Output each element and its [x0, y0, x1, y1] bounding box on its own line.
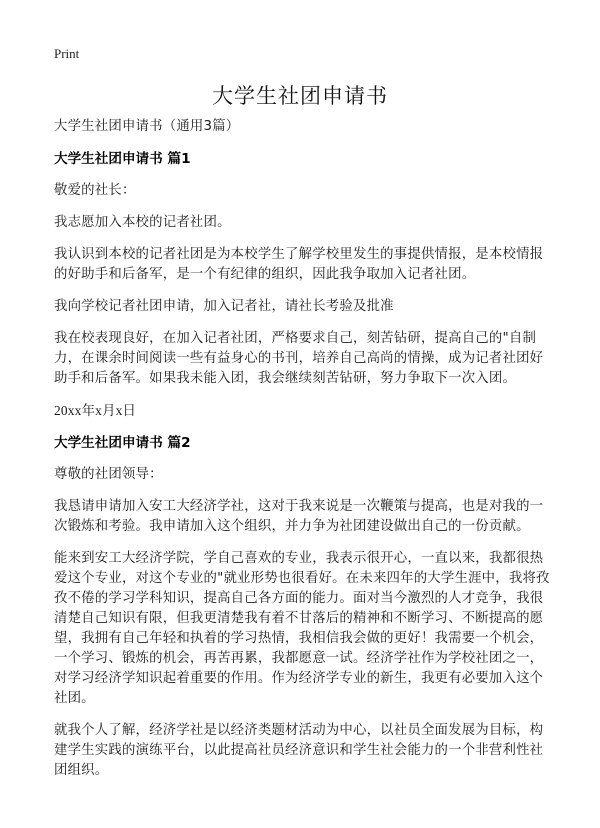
salutation: 敬爱的社长： — [54, 183, 136, 198]
section-heading: 大学生社团申请书 篇2 — [54, 435, 191, 451]
date-line: 20xx年x月x日 — [54, 403, 137, 418]
print-label[interactable]: Print — [54, 46, 80, 61]
document-subtitle: 大学生社团申请书（通用3篇） — [54, 119, 240, 134]
document-body — [54, 117, 550, 793]
document-title: 大学生社团申请书 — [212, 84, 388, 108]
paragraph: 我在校表现良好，在加入记者社团，严格要求自己，刻苦钻研，提高自己的"自制力，在课余时间阅读一些有益身心的书刊，培养自己高尚的情操，成为记者社团好助手和后备军。如果我未能入团，我会继续刻苦钻研，努力争取下一次入团。 — [54, 331, 544, 386]
paragraph: 能来到安工大经济学院，学自己喜欢的专业，我表示很开心，一直以来，我都很热爱这个专业，对这个专业的"就业形势也很看好。在未来四年的大学生涯中，我将孜孜不倦的学习学科知识，提高自己各方面的能力。面对当今激烈的人才竞争，我很清楚自己知识有限，但我更清楚我有着不甘落后的精神和不断学习、不断提高的愿望，我拥有自己年轻和执着的学习热情，我相信我会做的更好！我需要一个机会，一个学习、锻炼的机会，再苦再累，我都愿意一试。经济学社作为学校社团之一，对学习经济学知识起着重要的作用。作为经济学专业的新生，我更有必要加入这个社团。 — [54, 551, 550, 706]
paragraph: 就我个人了解，经济学社是以经济类题材活动为中心，以社员全面发展为目标，构建学生实践的演练平台，以此提高社员经济意识和学生社会能力的一个非营利性社团组织。 — [54, 723, 544, 778]
paragraph: 我恳请申请加入安工大经济学社，这对于我来说是一次鞭策与提高，也是对我的一次锻炼和考验。我申请加入这个组织，并力争为社团建设做出自己的一份贡献。 — [54, 499, 544, 534]
paragraph: 我向学校记者社团申请，加入记者社，请社长考验及批准 — [54, 299, 394, 314]
salutation: 尊敬的社团领导： — [54, 467, 163, 482]
section-heading: 大学生社团申请书 篇1 — [54, 151, 191, 167]
paragraph: 我志愿加入本校的记者社团。 — [54, 215, 231, 230]
paragraph: 我认识到本校的记者社团是为本校学生了解学校里发生的事提供情报，是本校情报的好助手和后备军，是一个有纪律的组织，因此我争取加入记者社团。 — [54, 247, 544, 282]
